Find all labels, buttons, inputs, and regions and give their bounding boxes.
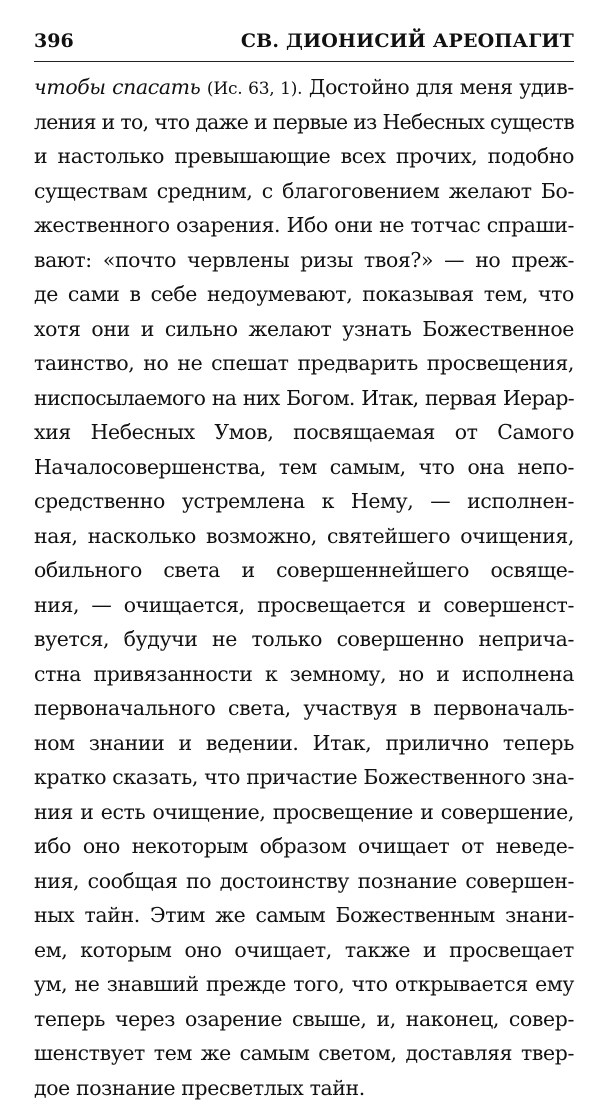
text-line-24: ния, сообщая по достоинству познание совершен- — [34, 864, 574, 899]
header-rule — [34, 61, 574, 62]
scripture-quote: чтобы спасать — [34, 75, 200, 99]
text-line-4: существам средним, с благоговением желают Бо- — [34, 174, 574, 209]
text-line-10: ниспосылаемого на них Богом. Итак, первая Иерар- — [34, 381, 574, 416]
book-page — [34, 0, 574, 981]
text-line-28: теперь через озарение свыше, и, наконец, совер- — [34, 1002, 574, 1037]
text-line-6: вают: «почто червлены ризы твоя?» — но преж- — [34, 243, 574, 278]
text-line-11: хия Небесных Умов, посвящаемая от Самого — [34, 415, 574, 450]
text-line-23: ибо оно некоторым образом очищает от неведе- — [34, 829, 574, 864]
running-title: СВ. ДИОНИСИЙ АРЕОПАГИТ — [241, 26, 574, 56]
text-line-5: жественного озарения. Ибо они не тотчас спраши- — [34, 208, 574, 243]
text-line-13: средственно устремлена к Нему, — исполнен- — [34, 484, 574, 519]
page-number: 396 — [34, 26, 74, 56]
text-line-12: Началосовершенства, тем самым, что она непо- — [34, 450, 574, 485]
text-line-30: дое познание пресветлых тайн. — [34, 1071, 574, 1105]
text-line-9: таинство, но не спешат предварить просвещения, — [34, 346, 574, 381]
text-line-19: первоначального света, участвуя в первоначаль- — [34, 691, 574, 726]
text-line-21: кратко сказать, что причастие Божественного зна- — [34, 760, 574, 795]
text-line-25: ных тайн. Этим же самым Божественным знани- — [34, 898, 574, 933]
text-line-14: ная, насколько возможно, святейшего очищения, — [34, 519, 574, 554]
text-line-15: обильного света и совершеннейшего освяще- — [34, 553, 574, 588]
text-line-3: и настолько превышающие всех прочих, подобно — [34, 139, 574, 174]
text-line-26: ем, которым оно очищает, также и просвещает — [34, 933, 574, 968]
text-line-2: ления и то, что даже и первые из Небесных существ — [34, 105, 574, 140]
text-line-17: вуется, будучи не только совершенно неприча- — [34, 622, 574, 657]
text-line-27: ум, не знавший прежде того, что открывается ему — [34, 967, 574, 1002]
text-line-7: де сами в себе недоумевают, показывая тем, что — [34, 277, 574, 312]
text-line-22: ния и есть очищение, просвещение и совершение, — [34, 795, 574, 830]
text-line-29: шенствует тем же самым светом, доставляя твер- — [34, 1036, 574, 1071]
body-text — [34, 70, 574, 1105]
text-line-8: хотя они и сильно желают узнать Божественное — [34, 312, 574, 347]
text-line-20: ном знании и ведении. Итак, прилично теперь — [34, 726, 574, 761]
page-header — [34, 26, 574, 56]
scripture-reference: (Ис. 63, 1). — [207, 79, 302, 99]
text-line-1 — [34, 70, 574, 105]
text-line-16: ния, — очищается, просвещается и совершенст- — [34, 588, 574, 623]
line-text: Достойно для меня удив- — [309, 75, 574, 99]
text-line-18: стна привязанности к земному, но и исполнена — [34, 657, 574, 692]
